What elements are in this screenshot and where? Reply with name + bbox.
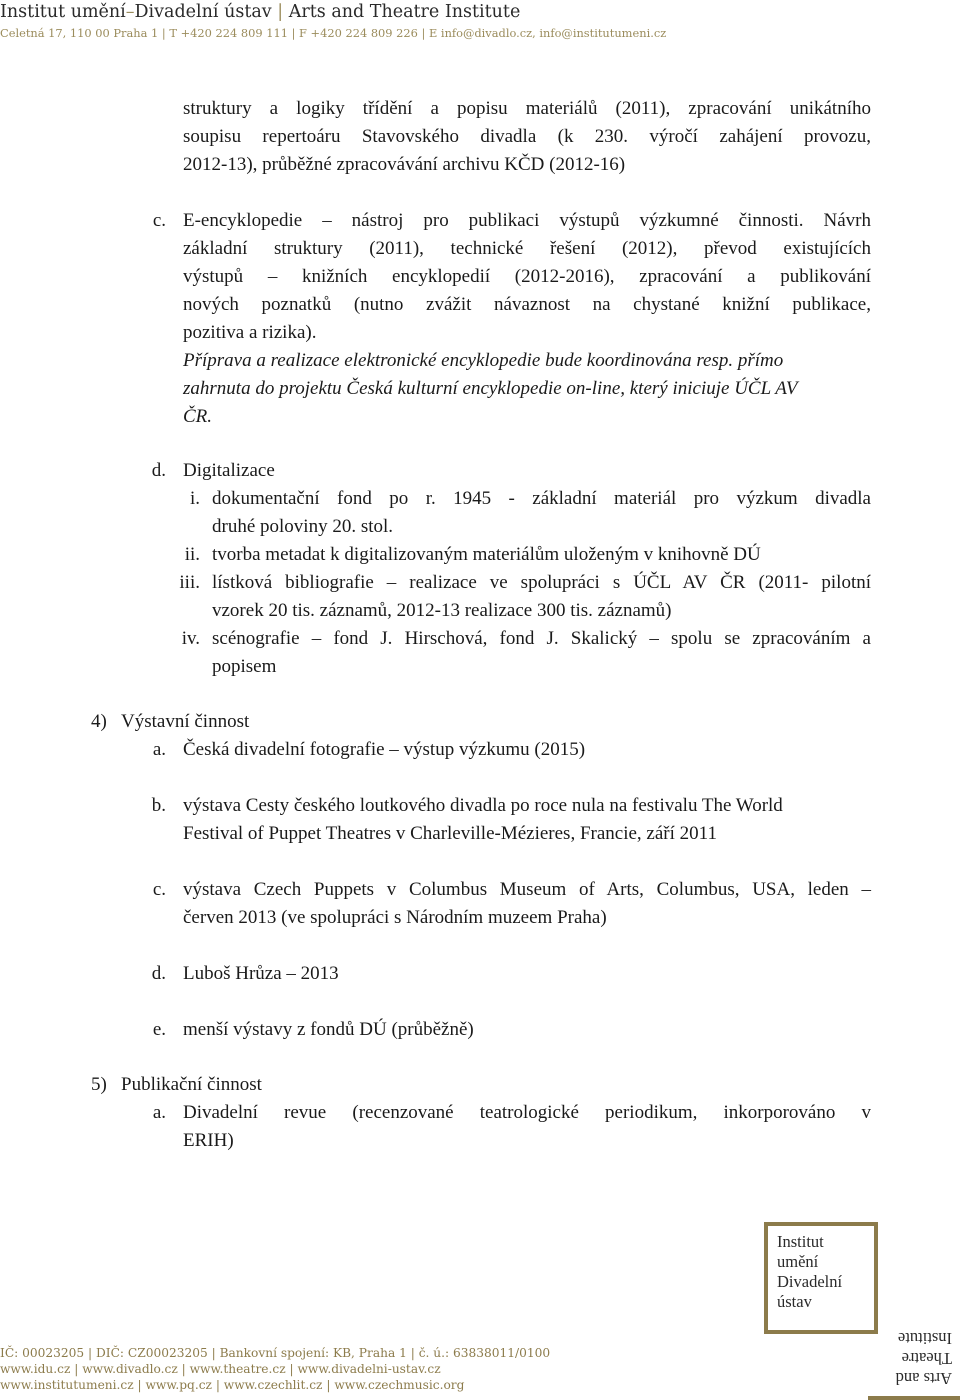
section-4-item-d-text	[183, 960, 871, 988]
text-line: tvorba metadat k digitalizovaným materiálům uloženým v knihovně DÚ	[212, 544, 761, 565]
item-b-continuation	[183, 95, 871, 179]
footer-websites-1: www.idu.cz | www.divadlo.cz | www.theatre.cz | www.divadelni-ustav.cz	[0, 1362, 441, 1376]
item-c-text	[183, 207, 871, 431]
section-5-item-a-marker: a.	[152, 1102, 166, 1123]
subitem-iv-marker: iv.	[181, 628, 200, 649]
text-line-italic: Příprava a realizace elektronické encyklopedie bude koordinována resp. přímo	[183, 350, 784, 371]
subitem-iii-text	[212, 569, 871, 625]
section-5-marker: 5)	[91, 1074, 107, 1095]
subitem-iii-marker: iii.	[179, 572, 200, 593]
logo-line: umění	[777, 1252, 819, 1271]
header-contact: Celetná 17, 110 00 Praha 1 | T +420 224 809 111 | F +420 224 809 226 | E info@divadlo.cz, info@institutumeni.cz	[0, 26, 667, 40]
text-line: Česká divadelní fotografie – výstup výzkumu (2015)	[183, 739, 586, 760]
text-line: výstava Cesty českého loutkového divadla po roce nula na festivalu The World	[183, 795, 783, 816]
subitem-i-text	[212, 485, 871, 541]
text-line: druhé poloviny 20. stol.	[212, 516, 394, 537]
subitem-ii-marker: ii.	[184, 544, 200, 565]
text-line: dokumentační fond po r. 1945 - základní materiál pro výzkum divadla	[212, 488, 871, 509]
text-line: lístková bibliografie – realizace ve spolupráci s ÚČL AV ČR (2011- pilotní	[212, 572, 871, 593]
logo-line: ústav	[777, 1292, 812, 1311]
section-4-item-d-marker: d.	[151, 963, 166, 984]
section-4-item-e-text	[183, 1016, 871, 1044]
text-line: výstava Czech Puppets v Columbus Museum of Arts, Columbus, USA, leden –	[183, 879, 871, 900]
text-line: nových poznatků (nutno zvážit návaznost na chystané knižní publikace,	[183, 294, 871, 315]
subitem-iv-text	[212, 625, 871, 681]
text-line: popisem	[212, 656, 277, 677]
item-d-title: Digitalizace	[183, 460, 275, 481]
logo-line: Theatre	[901, 1349, 952, 1368]
text-line: struktury a logiky třídění a popisu materiálů (2011), zpracování unikátního	[183, 98, 871, 119]
text-line: červen 2013 (ve spolupráci s Národním muzeem Praha)	[183, 907, 607, 928]
logo-line: Institute	[897, 1329, 952, 1348]
item-c-marker: c.	[152, 210, 166, 231]
header-title	[0, 2, 960, 22]
section-5-item-a-text	[183, 1099, 871, 1155]
subitem-i-marker: i.	[189, 488, 200, 509]
logo-line: Arts and	[895, 1369, 952, 1388]
text-line-italic: ČR.	[183, 406, 213, 427]
logo-line: Divadelní	[777, 1272, 843, 1291]
text-line: základní struktury (2011), technické řešení (2012), převod existujících	[183, 238, 871, 259]
text-line-italic: zahrnuta do projektu Česká kulturní encyklopedie on-line, který iniciuje ÚČL AV	[183, 378, 798, 399]
header-name-cz-1: Institut umění	[0, 2, 126, 22]
section-5-title: Publikační činnost	[121, 1074, 262, 1095]
text-line: soupisu repertoáru Stavovského divadla (k 230. výročí zahájení provozu,	[183, 126, 871, 147]
header-separator: |	[277, 2, 284, 22]
section-4-item-c-text	[183, 876, 871, 932]
section-4-item-b-text	[183, 792, 871, 848]
section-4-item-a-text	[183, 736, 871, 764]
text-line: menší výstavy z fondů DÚ (průběžně)	[183, 1019, 474, 1040]
item-d-marker: d.	[151, 460, 166, 481]
text-line: výstupů – knižních encyklopedií (2012-2016), zpracování a publikování	[183, 266, 871, 287]
header-name-en: Arts and Theatre Institute	[288, 2, 521, 22]
text-line: E-encyklopedie – nástroj pro publikaci výstupů výzkumné činnosti. Návrh	[183, 210, 871, 231]
institute-logo-english	[868, 1310, 960, 1400]
institute-logo	[764, 1222, 878, 1334]
header-name-cz-2: Divadelní ústav	[134, 2, 272, 22]
text-line: Luboš Hrůza – 2013	[183, 963, 339, 984]
text-line: ERIH)	[183, 1130, 234, 1151]
footer-company-ids: IČ: 00023205 | DIČ: CZ00023205 | Bankovní spojení: KB, Praha 1 | č. ú.: 63838011/0100	[0, 1346, 551, 1360]
text-line: Divadelní revue (recenzované teatrologické periodikum, inkorporováno v	[183, 1102, 871, 1123]
section-4-marker: 4)	[91, 711, 107, 732]
section-4-item-a-marker: a.	[152, 739, 166, 760]
footer-websites-2: www.institutumeni.cz | www.pq.cz | www.czechlit.cz | www.czechmusic.org	[0, 1378, 465, 1392]
logo-line: Institut	[777, 1232, 824, 1251]
section-4-item-c-marker: c.	[152, 879, 166, 900]
text-line: scénografie – fond J. Hirschová, fond J. Skalický – spolu se zpracováním a	[212, 628, 871, 649]
section-4-item-e-marker: e.	[152, 1019, 166, 1040]
subitem-ii-text	[212, 541, 871, 569]
section-4-title: Výstavní činnost	[121, 711, 250, 732]
text-line: pozitiva a rizika).	[183, 322, 317, 343]
text-line: 2012-13), průběžné zpracovávání archivu KČD (2012-16)	[183, 154, 626, 175]
text-line: Festival of Puppet Theatres v Charleville-Mézieres, Francie, září 2011	[183, 823, 717, 844]
section-4-item-b-marker: b.	[151, 795, 166, 816]
header-separator: –	[125, 2, 135, 22]
text-line: vzorek 20 tis. záznamů, 2012-13 realizace 300 tis. záznamů)	[212, 600, 672, 621]
